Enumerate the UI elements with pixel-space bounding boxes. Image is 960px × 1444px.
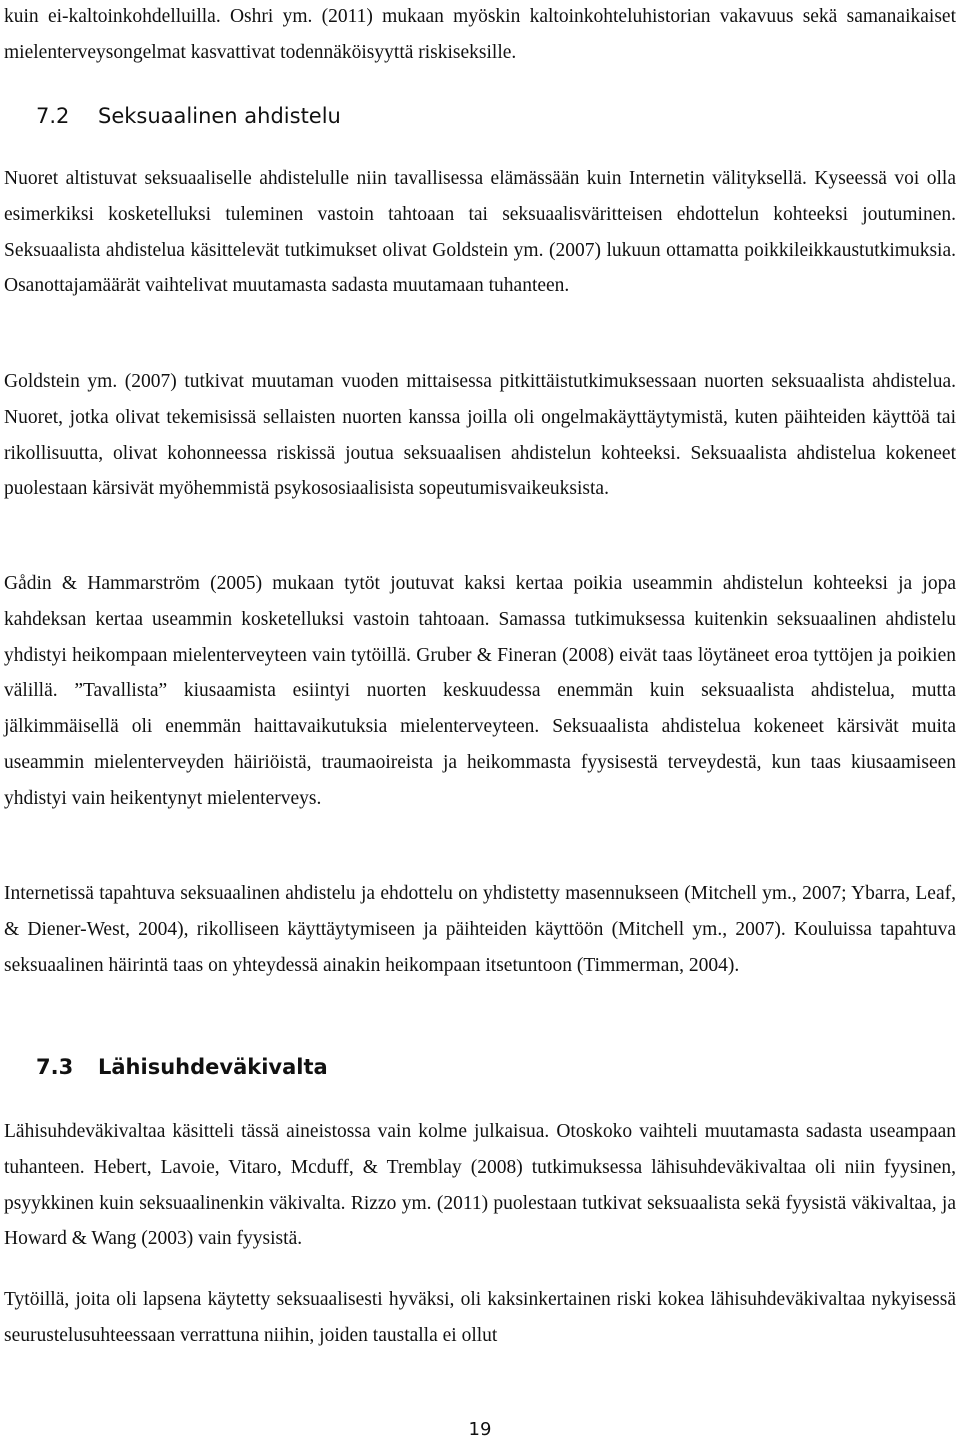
paragraph-1: Nuoret altistuvat seksuaaliselle ahdistelulle niin tavallisessa elämässään kuin Internetin välityksellä. Kyseessä voi olla esimerkiksi kosketelluksi tuleminen vastoin tahtoaan tai seksuaalisväritteisen ehdottelun kohteeksi joutuminen. Seksuaalista ahdistelua käsittelevät tutkimukset olivat Goldstein ym. (2007) lukuun ottamatta poikkileikkaustutkimuksia. Osanottajamäärät vaihtelivat muutamasta sadasta muutamaan tuhanteen.: [4, 168, 956, 297]
paragraph-3: Gådin & Hammarström (2005) mukaan tytöt joutuvat kaksi kertaa poikia useammin ahdistelun kohteeksi ja jopa kahdeksan kertaa useammin kosketelluksi vastoin tahtoaan. Samassa tutkimuksessa kuitenkin seksuaalinen ahdistelu yhdistyi heikompaan mielenterveyteen vain tytöillä. Gruber & Fineran (2008) eivät taas löytäneet eroa tyttöjen ja poikien välillä. ”Tavallista” kiusaamista esiintyi nuorten keskuudessa enemmän kuin seksuaalista ahdistelua, mutta jälkimmäisellä oli enemmän haittavaikutuksia mielenterveyteen. Seksuaalista ahdistelua kokeneet kärsivät muita useammin mielenterveyden häiriöistä, traumaoireista ja heikommasta fyysisestä terveydestä, kun taas kiusaamiseen yhdistyi vain heikentynyt mielenterveys.: [4, 573, 956, 809]
paragraph-continued: kuin ei-kaltoinkohdelluilla. Oshri ym. (2011) mukaan myöskin kaltoinkohteluhistorian vakavuus sekä samanaikaiset mielenterveysongelmat kasvattivat todennäköisyyttä riskiseksille.: [4, 6, 956, 63]
paragraph-5: Lähisuhdeväkivaltaa käsitteli tässä aineistossa vain kolme julkaisua. Otoskoko vaihteli muutamasta sadasta useampaan tuhanteen. Hebert, Lavoie, Vitaro, Mcduff, & Tremblay (2008) tutkimuksessa lähisuhdeväkivaltaa oli niin fyysinen, psyykkinen kuin seksuaalinenkin väkivalta. Rizzo ym. (2011) puolestaan tutkivat seksuaalista sekä fyysistä väkivaltaa, ja Howard & Wang (2003) vain fyysistä.: [4, 1121, 956, 1250]
section-title: Seksuaalinen ahdistelu: [98, 104, 341, 128]
page-number: 19: [468, 1419, 492, 1440]
paragraph-2: Goldstein ym. (2007) tutkivat muutaman vuoden mittaisessa pitkittäistutkimuksessaan nuorten seksuaalista ahdistelua. Nuoret, jotka olivat tekemisissä sellaisten nuorten kanssa joilla oli ongelmakäyttäytymistä, kuten päihteiden käyttöä tai rikollisuutta, olivat kohonneessa riskissä joutua seksuaalisen ahdistelun kohteeksi. Seksuaalista ahdistelua kokeneet puolestaan kärsivät myöhemmistä psykososiaalisista sopeutumisvaikeuksista.: [4, 371, 956, 500]
section-heading-7-3: [36, 1052, 328, 1082]
section-title: Lähisuhdeväkivalta: [98, 1055, 328, 1079]
section-heading-7-2: [36, 101, 341, 131]
section-number: 7.2: [36, 104, 70, 128]
paragraph-4: Internetissä tapahtuva seksuaalinen ahdistelu ja ehdottelu on yhdistetty masennukseen (Mitchell ym., 2007; Ybarra, Leaf, & Diener-West, 2004), rikolliseen käyttäytymiseen ja päihteiden käyttöön (Mitchell ym., 2007). Kouluissa tapahtuva seksuaalinen häirintä taas on yhteydessä ainakin heikompaan itsetuntoon (Timmerman, 2004).: [4, 883, 956, 976]
paragraph-6: Tytöillä, joita oli lapsena käytetty seksuaalisesti hyväksi, oli kaksinkertainen riski kokea lähisuhdeväkivaltaa nykyisessä seurustelusuhteessaan verrattuna niihin, joiden taustalla ei ollut: [4, 1289, 956, 1346]
section-number: 7.3: [36, 1055, 74, 1079]
